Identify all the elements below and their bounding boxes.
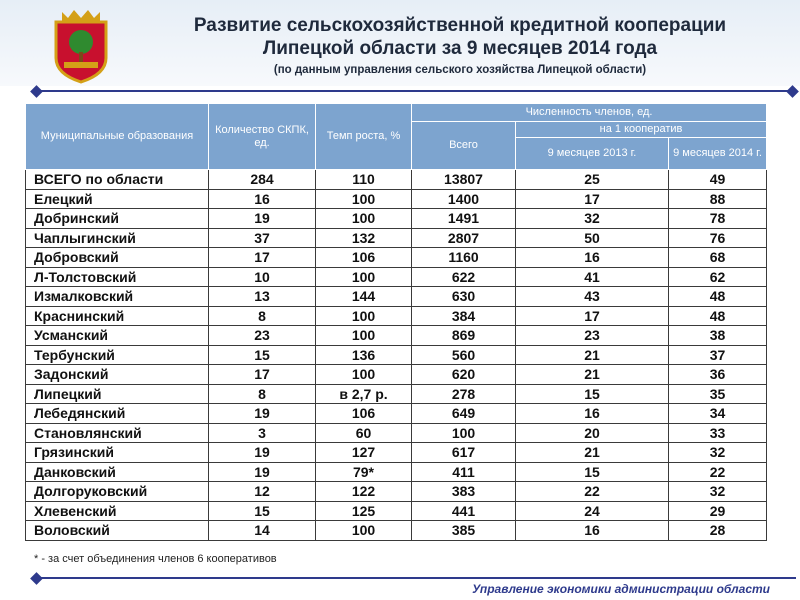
cell-growth: 100	[316, 326, 412, 346]
cell-y2013: 16	[516, 404, 669, 424]
title-line-2: Липецкой области за 9 месяцев 2014 года	[262, 38, 658, 59]
cell-y2014: 88	[669, 189, 767, 209]
cell-total: 411	[412, 462, 516, 482]
cell-name: Данковский	[26, 462, 209, 482]
cell-y2013: 20	[516, 423, 669, 443]
col-header-count: Количество СКПК, ед.	[209, 104, 316, 170]
cell-total: 620	[412, 365, 516, 385]
cell-y2013: 43	[516, 287, 669, 307]
cell-y2014: 37	[669, 345, 767, 365]
cell-total: 622	[412, 267, 516, 287]
col-header-municipal: Муниципальные образования	[26, 104, 209, 170]
cell-y2014: 36	[669, 365, 767, 385]
cell-growth: 144	[316, 287, 412, 307]
cell-y2013: 16	[516, 248, 669, 268]
table-row	[26, 423, 767, 443]
cell-y2014: 28	[669, 521, 767, 541]
cell-growth: 106	[316, 404, 412, 424]
table-row	[26, 404, 767, 424]
table-row	[26, 501, 767, 521]
title-line-1: Развитие сельскохозяйственной кредитной кооперации	[193, 15, 727, 36]
lipetsk-coat-of-arms-icon	[48, 8, 114, 84]
cell-name: Чаплыгинский	[26, 228, 209, 248]
cell-total: 2807	[412, 228, 516, 248]
cell-growth: 106	[316, 248, 412, 268]
divider-diamond-right	[786, 85, 799, 98]
cell-count: 13	[209, 287, 316, 307]
col-header-members: Численность членов, ед.	[412, 104, 767, 122]
cell-count: 15	[209, 345, 316, 365]
cell-y2014: 35	[669, 384, 767, 404]
cell-total: 441	[412, 501, 516, 521]
cell-name: Хлевенский	[26, 501, 209, 521]
cell-growth: 100	[316, 521, 412, 541]
cell-count: 8	[209, 384, 316, 404]
cell-count: 19	[209, 404, 316, 424]
table-row	[26, 189, 767, 209]
cell-y2013: 50	[516, 228, 669, 248]
cell-y2014: 29	[669, 501, 767, 521]
cell-count: 19	[209, 462, 316, 482]
cell-count: 8	[209, 306, 316, 326]
table-row	[26, 365, 767, 385]
cell-growth: 122	[316, 482, 412, 502]
top-divider	[36, 90, 796, 92]
cell-growth: 100	[316, 267, 412, 287]
cell-count: 19	[209, 443, 316, 463]
bottom-divider	[36, 577, 796, 579]
cell-y2014: 76	[669, 228, 767, 248]
cell-total: 383	[412, 482, 516, 502]
cell-y2013: 17	[516, 306, 669, 326]
cell-y2013: 16	[516, 521, 669, 541]
cell-growth: 110	[316, 170, 412, 190]
table-row	[26, 521, 767, 541]
table-row	[26, 228, 767, 248]
cell-name: Липецкий	[26, 384, 209, 404]
cell-total: 1160	[412, 248, 516, 268]
cell-count: 19	[209, 209, 316, 229]
cell-growth: 100	[316, 189, 412, 209]
table-row	[26, 482, 767, 502]
cell-y2014: 34	[669, 404, 767, 424]
cell-growth: 136	[316, 345, 412, 365]
cell-total: 1491	[412, 209, 516, 229]
cell-y2013: 15	[516, 384, 669, 404]
table-row	[26, 443, 767, 463]
cell-name: Тербунский	[26, 345, 209, 365]
cell-name: Краснинский	[26, 306, 209, 326]
cell-name: Измалковский	[26, 287, 209, 307]
col-header-total: Всего	[412, 122, 516, 170]
cell-y2013: 41	[516, 267, 669, 287]
cell-growth: 125	[316, 501, 412, 521]
cell-growth: 100	[316, 209, 412, 229]
table-row	[26, 345, 767, 365]
cell-total: 617	[412, 443, 516, 463]
footnote: * - за счет объединения членов 6 кооперативов	[34, 553, 277, 565]
table-row	[26, 306, 767, 326]
cell-y2013: 15	[516, 462, 669, 482]
cell-name: Добринский	[26, 209, 209, 229]
cell-y2014: 49	[669, 170, 767, 190]
cell-name: Лебедянский	[26, 404, 209, 424]
cell-y2013: 17	[516, 189, 669, 209]
table-row	[26, 209, 767, 229]
cell-name: Добровский	[26, 248, 209, 268]
cell-count: 17	[209, 248, 316, 268]
cell-y2013: 23	[516, 326, 669, 346]
col-header-2014: 9 месяцев 2014 г.	[669, 138, 767, 170]
cell-name: Задонский	[26, 365, 209, 385]
cell-y2013: 32	[516, 209, 669, 229]
cell-name: Л-Толстовский	[26, 267, 209, 287]
cooperation-table	[25, 103, 767, 541]
cell-growth: 60	[316, 423, 412, 443]
cell-y2014: 33	[669, 423, 767, 443]
cell-total: 560	[412, 345, 516, 365]
cell-y2013: 21	[516, 345, 669, 365]
cell-y2013: 25	[516, 170, 669, 190]
cell-name: Елецкий	[26, 189, 209, 209]
cell-total: 13807	[412, 170, 516, 190]
table-row	[26, 267, 767, 287]
cell-count: 3	[209, 423, 316, 443]
cell-name: Становлянский	[26, 423, 209, 443]
cell-count: 12	[209, 482, 316, 502]
cell-count: 10	[209, 267, 316, 287]
bottom-diamond-left	[30, 572, 43, 585]
slide-title	[130, 15, 790, 78]
cell-growth: 100	[316, 365, 412, 385]
table-row-total	[26, 170, 767, 190]
cell-y2014: 48	[669, 287, 767, 307]
cell-y2013: 21	[516, 443, 669, 463]
cell-growth: 132	[316, 228, 412, 248]
footer-org: Управление экономики администрации области	[472, 582, 770, 596]
cell-y2013: 24	[516, 501, 669, 521]
table-row	[26, 326, 767, 346]
cell-total: 1400	[412, 189, 516, 209]
cell-growth: в 2,7 р.	[316, 384, 412, 404]
cell-total: 385	[412, 521, 516, 541]
cell-y2014: 38	[669, 326, 767, 346]
cell-name: Воловский	[26, 521, 209, 541]
cell-name: Усманский	[26, 326, 209, 346]
cell-total: 649	[412, 404, 516, 424]
table-row	[26, 248, 767, 268]
cell-total: 100	[412, 423, 516, 443]
cell-count: 37	[209, 228, 316, 248]
col-header-per-coop: на 1 кооператив	[516, 122, 767, 138]
cell-total: 869	[412, 326, 516, 346]
cell-y2014: 32	[669, 443, 767, 463]
cell-y2013: 22	[516, 482, 669, 502]
cell-y2014: 78	[669, 209, 767, 229]
cell-name: ВСЕГО по области	[26, 170, 209, 190]
cell-growth: 100	[316, 306, 412, 326]
cell-count: 14	[209, 521, 316, 541]
cell-growth: 127	[316, 443, 412, 463]
table-row	[26, 287, 767, 307]
cell-y2013: 21	[516, 365, 669, 385]
cell-total: 384	[412, 306, 516, 326]
cell-count: 16	[209, 189, 316, 209]
col-header-growth: Темп роста, %	[316, 104, 412, 170]
cell-name: Грязинский	[26, 443, 209, 463]
cell-total: 630	[412, 287, 516, 307]
table-row	[26, 462, 767, 482]
divider-diamond-left	[30, 85, 43, 98]
subtitle: (по данным управления сельского хозяйства Липецкой области)	[273, 64, 647, 76]
cell-count: 15	[209, 501, 316, 521]
col-header-2013: 9 месяцев 2013 г.	[516, 138, 669, 170]
cell-count: 23	[209, 326, 316, 346]
cell-y2014: 22	[669, 462, 767, 482]
cell-name: Долгоруковский	[26, 482, 209, 502]
cell-count: 17	[209, 365, 316, 385]
cell-count: 284	[209, 170, 316, 190]
cell-y2014: 48	[669, 306, 767, 326]
cell-y2014: 68	[669, 248, 767, 268]
cell-y2014: 32	[669, 482, 767, 502]
cell-growth: 79*	[316, 462, 412, 482]
cell-total: 278	[412, 384, 516, 404]
table-row	[26, 384, 767, 404]
cell-y2014: 62	[669, 267, 767, 287]
